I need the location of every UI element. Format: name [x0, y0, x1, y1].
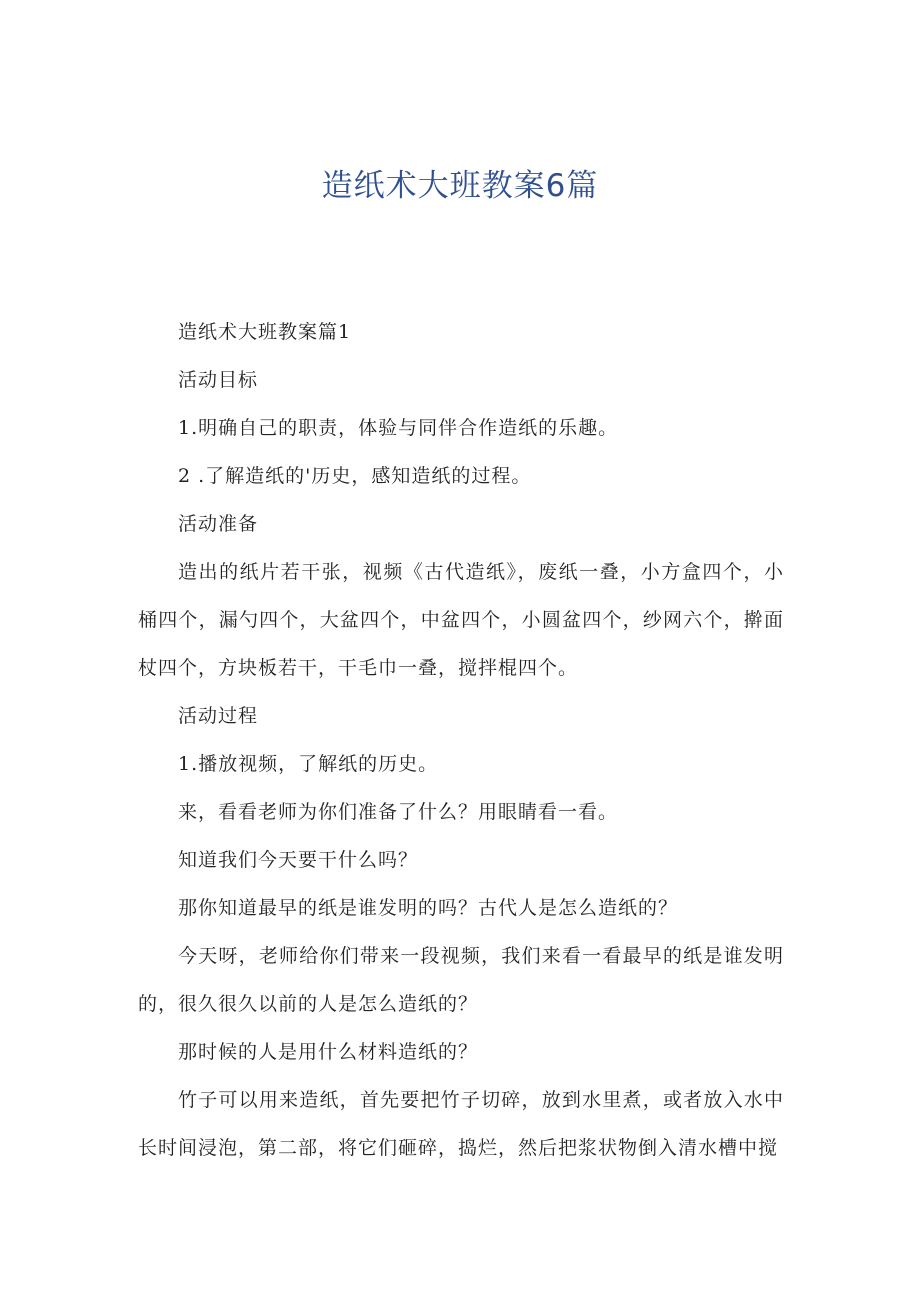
paragraph: 那你知道最早的纸是谁发明的吗？古代人是怎么造纸的？ [178, 897, 679, 919]
paragraph: 竹子可以用来造纸，首先要把竹子切碎，放到水里煮，或者放入水中长时间浸泡，第二部，将它们砸碎，捣烂，然后把浆状物倒入清水槽中搅 [138, 1089, 784, 1159]
document-title: 造纸术大班教案6篇 [321, 168, 599, 204]
paragraph: 知道我们今天要干什么吗？ [178, 849, 419, 871]
paragraph: 那时候的人是用什么材料造纸的？ [178, 1041, 479, 1063]
paragraph: 今天呀，老师给你们带来一段视频，我们来看一看最早的纸是谁发明的，很久很久以前的人是怎么造纸的？ [138, 945, 784, 1015]
paragraph: 来，看看老师为你们准备了什么？用眼睛看一看。 [178, 801, 619, 823]
paragraph: 1.明确自己的职责，体验与同伴合作造纸的乐趣。 [178, 417, 619, 439]
paragraph: 造纸术大班教案篇1 [178, 321, 352, 343]
paragraph: 活动准备 [178, 513, 259, 535]
paragraph: 活动过程 [178, 705, 259, 727]
paragraph: 活动目标 [178, 369, 259, 391]
paragraph: 2 .了解造纸的'历史，感知造纸的过程。 [178, 465, 532, 487]
document-body [138, 308, 784, 1172]
paragraph: 造出的纸片若干张，视频《古代造纸》，废纸一叠，小方盒四个，小桶四个，漏勺四个，大盆四个，中盆四个，小圆盆四个，纱网六个，擀面杖四个，方块板若干，干毛巾一叠，搅拌棍四个。 [138, 561, 784, 679]
paragraph: 1.播放视频，了解纸的历史。 [178, 753, 439, 775]
